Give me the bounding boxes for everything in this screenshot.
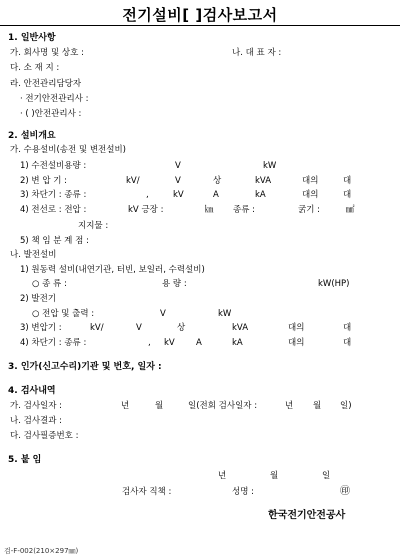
form-number: 검-F-002(210×297㎜) <box>4 547 79 555</box>
previous-date-year: 년 <box>285 401 294 411</box>
b1a-capacity-label: 용 량 : <box>162 279 187 289</box>
r1-unit-v: V <box>175 161 181 171</box>
b3-unit-kv: kV/ <box>90 323 104 333</box>
seal-mark: ㊞ <box>340 486 350 497</box>
b4-unit-of: 대의 <box>288 338 305 348</box>
section-1-heading: 1. 일반사항 <box>8 33 56 43</box>
b4-sep: , <box>148 338 151 348</box>
r2-unit-phase: 상 <box>213 176 222 186</box>
b2a-label: ○ 전압 및 출력 : <box>32 309 95 319</box>
location-label: 다. 소 재 지 : <box>10 63 60 73</box>
generation-equipment-label: 나. 발전설비 <box>10 250 57 260</box>
inspection-date-year: 년 <box>121 401 130 411</box>
manager-elec-label: · 전기안전관리사 : <box>20 94 89 104</box>
section-4-heading: 4. 검사내역 <box>8 386 56 396</box>
title-rule <box>0 25 400 26</box>
sign-date-year: 년 <box>218 471 227 481</box>
r4-unit-mm2: ㎟ <box>346 205 355 215</box>
section-2-heading: 2. 설비개요 <box>8 131 56 141</box>
report-title: 전기설비[ ]검사보고서 <box>122 6 278 24</box>
r3-unit-a: A <box>213 190 219 200</box>
section-3-heading: 3. 인가(신고수리)기관 및 번호, 일자 : <box>8 362 162 372</box>
manager-other-label: · ( )안전관리사 : <box>20 109 82 119</box>
sign-date-day: 일 <box>322 471 331 481</box>
r4-support-label: 지지물 : <box>78 221 109 231</box>
r2-unit-v: V <box>175 176 181 186</box>
b1-label: 1) 원동력 설비(내연기관, 터빈, 보일러, 수력설비) <box>20 265 205 275</box>
r3-unit-of: 대의 <box>302 190 319 200</box>
b4-unit-count: 대 <box>343 338 352 348</box>
previous-date-label: 일(전회 검사일자 : <box>188 401 258 411</box>
r1-label: 1) 수전설비용량 : <box>20 161 87 171</box>
b4-label: 4) 차단기 : 종류 : <box>20 338 87 348</box>
r2-unit-of: 대의 <box>302 176 319 186</box>
b1a-unit: kW(HP) <box>318 279 350 289</box>
r4-thickness-label: 굵기 : <box>298 205 320 215</box>
r3-unit-count: 대 <box>343 190 352 200</box>
r3-sep: , <box>146 190 149 200</box>
b4-unit-kv: kV <box>164 338 175 348</box>
r3-unit-kv: kV <box>173 190 184 200</box>
b2a-unit-kw: kW <box>218 309 232 319</box>
r1-unit-kw: kW <box>263 161 277 171</box>
inspector-name-label: 성명 : <box>232 487 254 497</box>
b3-label: 3) 변압기 : <box>20 323 62 333</box>
sign-date-month: 월 <box>270 471 279 481</box>
r4-label: 4) 전선로 : 전압 : <box>20 205 87 215</box>
inspection-result-label: 나. 검사결과 : <box>10 416 63 426</box>
r3-label: 3) 차단기 : 종류 : <box>20 190 87 200</box>
b3-unit-v: V <box>136 323 142 333</box>
b3-unit-kva: kVA <box>232 323 249 333</box>
b3-unit-count: 대 <box>343 323 352 333</box>
r4-type-label: 종류 : <box>233 205 255 215</box>
r5-label: 5) 책 임 분 계 점 : <box>20 236 89 246</box>
manager-label: 라. 안전관리담당자 <box>10 79 82 89</box>
b3-unit-phase: 상 <box>177 323 186 333</box>
r3-unit-ka: kA <box>255 190 266 200</box>
r2-unit-kva: kVA <box>255 176 272 186</box>
company-label: 가. 회사명 및 상호 : <box>10 48 84 58</box>
r2-unit-count: 대 <box>343 176 352 186</box>
r4-unit-km: ㎞ <box>205 205 214 215</box>
r2-label: 2) 변 압 기 : <box>20 176 68 186</box>
b1a-type-label: ○ 종 류 : <box>32 279 67 289</box>
inspection-date-month: 월 <box>155 401 164 411</box>
b2-label: 2) 발전기 <box>20 294 57 304</box>
r2-unit-kv: kV/ <box>126 176 140 186</box>
b3-unit-of: 대의 <box>288 323 305 333</box>
previous-date-day: 일) <box>340 401 352 411</box>
inspection-date-label: 가. 검사일자 : <box>10 401 63 411</box>
previous-date-month: 월 <box>313 401 322 411</box>
b2a-unit-v: V <box>160 309 166 319</box>
inspector-title-label: 검사자 직책 : <box>122 487 172 497</box>
b4-unit-ka: kA <box>232 338 243 348</box>
certificate-number-label: 다. 검사필증번호 : <box>10 431 79 441</box>
b4-unit-a: A <box>196 338 202 348</box>
r4-length-label: kV 긍장 : <box>128 205 164 215</box>
section-5-heading: 5. 붙 임 <box>8 455 42 465</box>
receiving-equipment-label: 가. 수용설비(송전 및 변전설비) <box>10 145 126 155</box>
ceo-label: 나. 대 표 자 : <box>232 48 282 58</box>
agency-name: 한국전기안전공사 <box>268 510 346 521</box>
